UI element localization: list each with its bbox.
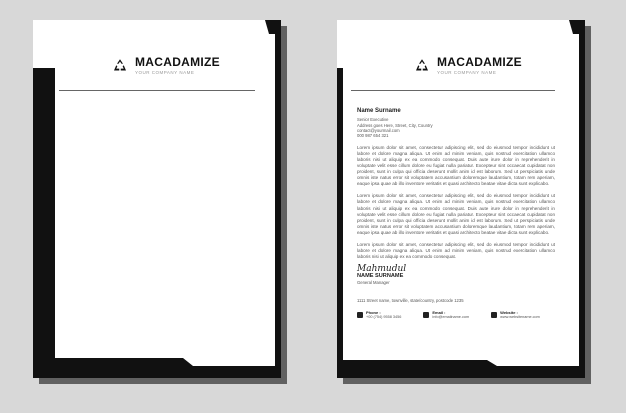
recipient-email: contact@yourmail.com [357, 127, 400, 133]
paragraph: Lorem ipsum dolor sit amet, consectetur adipiscing elit, sed do eiusmod tempor incididunt ut labore et dolore magna aliqua. Ut enim ad minim veniam, quis nostrud exercitation ullamco laboris nisi ut aliquip ex ea commodo consequat. Duis aute irure dolor in reprehenderit in voluptate velit esse cillum dolore eu fugiat nulla pariatur. Excepteur sint occaecat cupidatat non proident, sunt in culpa qui officia deserunt mollit anim id est laborum. Sed ut perspiciatis unde omnis iste natus error sit voluptatem accusantium doloremque laudantium, totam rem aperiam, eaque ipsa quae ab illo inventore veritatis et quasi architecto beatae vitae dicta sunt explicabo. [357, 193, 555, 235]
recipient-phone: 000 987 654 321 [357, 133, 389, 139]
recycle-icon [413, 57, 431, 75]
contact-label: Phone : [366, 309, 381, 315]
brand-logo [413, 56, 522, 75]
brand-tagline: YOUR COMPANY NAME [135, 70, 195, 75]
email-icon [423, 312, 429, 318]
signature: Mahmudul [357, 264, 407, 275]
sheet-paper [33, 20, 281, 378]
brand-name: MACADAMIZE [437, 55, 522, 69]
contact-value: info@emailname.com [432, 314, 470, 319]
header-rule [351, 90, 555, 91]
contact-value: www.websitename.com [500, 314, 540, 319]
recipient-title: Senior Executive [357, 117, 389, 123]
recipient-name: Name Surname [357, 108, 401, 114]
paragraph: Lorem ipsum dolor sit amet, consectetur adipiscing elit, sed do eiusmod tempor incididunt ut labore et dolore magna aliqua. Ut enim ad minim veniam, quis nostrud exercitation ullamco laboris nisi ut aliquip ex ea commodo consequat. [357, 242, 555, 260]
brand-tagline: YOUR COMPANY NAME [437, 70, 497, 75]
contact-label: Email : [432, 309, 446, 315]
contact-email [423, 310, 469, 320]
brand-name: MACADAMIZE [135, 55, 220, 69]
contact-label: Website : [500, 309, 518, 315]
recipient-address: Address goes Here, Street, City, Country [357, 122, 433, 128]
phone-icon [357, 312, 363, 318]
paragraph: Lorem ipsum dolor sit amet, consectetur adipiscing elit, sed do eiusmod tempor incididunt ut labore et dolore magna aliqua. Ut enim ad minim veniam, quis nostrud exercitation ullamco laboris nisi ut aliquip ex ea commodo consequat. Duis aute irure dolor in reprehenderit in voluptate velit esse cillum dolore eu fugiat nulla pariatur. Excepteur sint occaecat cupidatat non proident, sunt in culpa qui officia deserunt mollit anim id est laborum. Sed ut perspiciatis unde omnis iste natus error sit voluptatem accusantium doloremque laudantium, totam rem aperiam, eaque ipsa quae ab illo inventore veritatis et quasi architecto beatae vitae dicta sunt explicabo. [357, 144, 555, 187]
header-rule [59, 90, 255, 91]
signer-name: NAME SURNAME [357, 273, 404, 280]
company-address: 1111 Street name, townville, state/country, postcode 1235 [357, 297, 464, 303]
signer-role: General Manager [357, 279, 390, 285]
globe-icon [491, 312, 497, 318]
sheet-paper [337, 20, 585, 378]
contact-phone [357, 310, 401, 320]
contact-row [357, 310, 555, 320]
contact-website [491, 310, 540, 320]
brand-logo [111, 56, 220, 75]
recycle-icon [111, 57, 129, 75]
contact-value: +00 (754) 9558 3456 [366, 314, 402, 319]
letter-body [357, 108, 555, 320]
